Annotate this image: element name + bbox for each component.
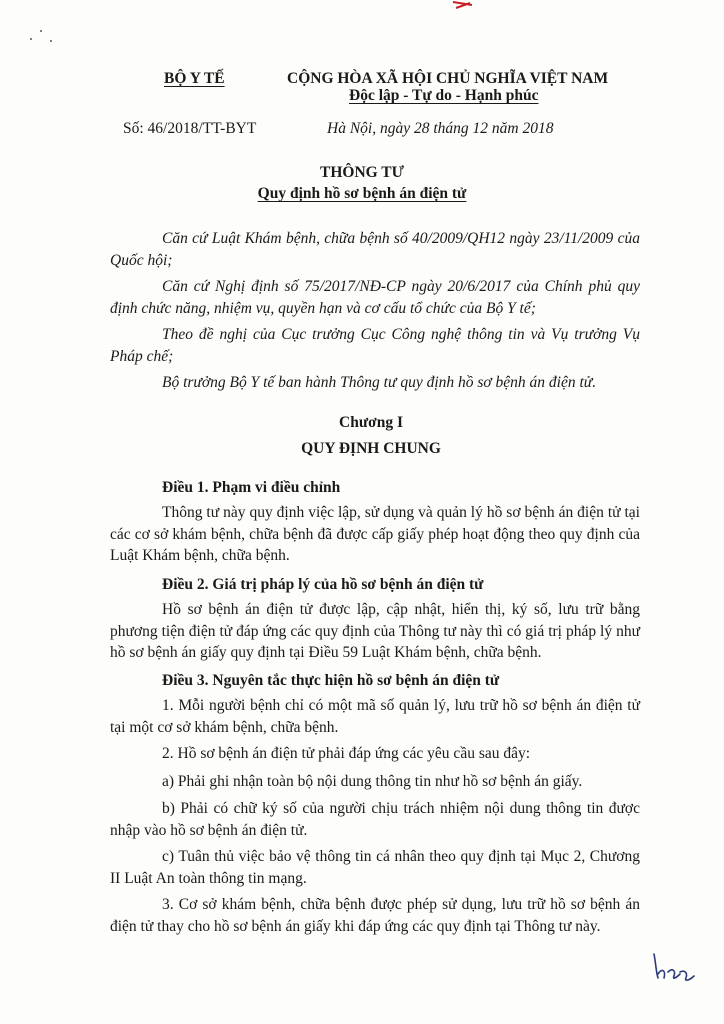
article-3-heading: Điều 3. Nguyên tắc thực hiện hồ sơ bệnh án điện tử (162, 672, 500, 689)
article-3-paragraph: 2. Hồ sơ bệnh án điện tử phải đáp ứng các yêu cầu sau đây: (162, 745, 531, 762)
article-1-paragraph: Thông tư này quy định việc lập, sử dụng và quản lý hồ sơ bệnh án điện tử tại các cơ sở khám bệnh, chữa bệnh đã được cấp giấy phép hoạt động theo quy định của Luật Khám bệnh, chữa bệnh. (110, 504, 640, 564)
document-type: THÔNG TƯ (320, 164, 404, 181)
ministry-name: BỘ Y TẾ (164, 70, 225, 87)
article-2-paragraph: Hồ sơ bệnh án điện tử được lập, cập nhật, hiển thị, ký số, lưu trữ bằng phương tiện điện tử đáp ứng các quy định của Thông tư này thì có giá trị pháp lý như hồ sơ bệnh án giấy quy định tại Điều 59 Luật Khám bệnh, chữa bệnh. (110, 601, 640, 661)
chapter-title: QUY ĐỊNH CHUNG (301, 440, 441, 457)
national-motto: Độc lập - Tự do - Hạnh phúc (349, 87, 539, 104)
preamble-paragraph: Theo đề nghị của Cục trưởng Cục Công nghệ thông tin và Vụ trưởng Vụ Pháp chế; (110, 326, 640, 365)
preamble-paragraph: Căn cứ Nghị định số 75/2017/NĐ-CP ngày 20/6/2017 của Chính phủ quy định chức năng, nhiệm vụ, quyền hạn và cơ cấu tổ chức của Bộ Y tế; (110, 278, 640, 317)
scan-speck (30, 38, 32, 40)
article-3-paragraph: 1. Mỗi người bệnh chỉ có một mã số quản lý, lưu trữ hồ sơ bệnh án điện tử tại một cơ sở khám bệnh, chữa bệnh. (110, 697, 640, 736)
article-1-heading: Điều 1. Phạm vi điều chỉnh (162, 479, 341, 496)
scan-speck (50, 40, 52, 42)
document-number: Số: 46/2018/TT-BYT (123, 120, 257, 137)
article-2-heading: Điều 2. Giá trị pháp lý của hồ sơ bệnh án điện tử (162, 576, 484, 593)
article-3-paragraph: c) Tuân thủ việc bảo vệ thông tin cá nhân theo quy định tại Mục 2, Chương II Luật An toàn thông tin mạng. (110, 848, 640, 887)
article-3-paragraph: b) Phải có chữ ký số của người chịu trách nhiệm nội dung thông tin được nhập vào hồ sơ bệnh án điện tử. (110, 800, 640, 839)
country-name: CỘNG HÒA XÃ HỘI CHỦ NGHĨA VIỆT NAM (287, 70, 609, 87)
document-subject: Quy định hồ sơ bệnh án điện tử (257, 185, 467, 202)
preamble-paragraph: Bộ trưởng Bộ Y tế ban hành Thông tư quy định hồ sơ bệnh án điện tử. (162, 374, 597, 391)
preamble-paragraph: Căn cứ Luật Khám bệnh, chữa bệnh số 40/2009/QH12 ngày 23/11/2009 của Quốc hội; (110, 230, 640, 269)
chapter-number: Chương I (339, 414, 403, 431)
scan-speck (40, 30, 42, 32)
article-3-paragraph: a) Phải ghi nhận toàn bộ nội dung thông tin như hồ sơ bệnh án giấy. (162, 773, 583, 790)
red-stamp-mark (452, 0, 474, 10)
handwritten-initials (650, 950, 696, 984)
article-3-paragraph: 3. Cơ sở khám bệnh, chữa bệnh được phép sử dụng, lưu trữ hồ sơ bệnh án điện tử thay cho hồ sơ bệnh án giấy khi đáp ứng các quy định tại Thông tư này. (110, 896, 640, 935)
place-date: Hà Nội, ngày 28 tháng 12 năm 2018 (327, 120, 554, 137)
